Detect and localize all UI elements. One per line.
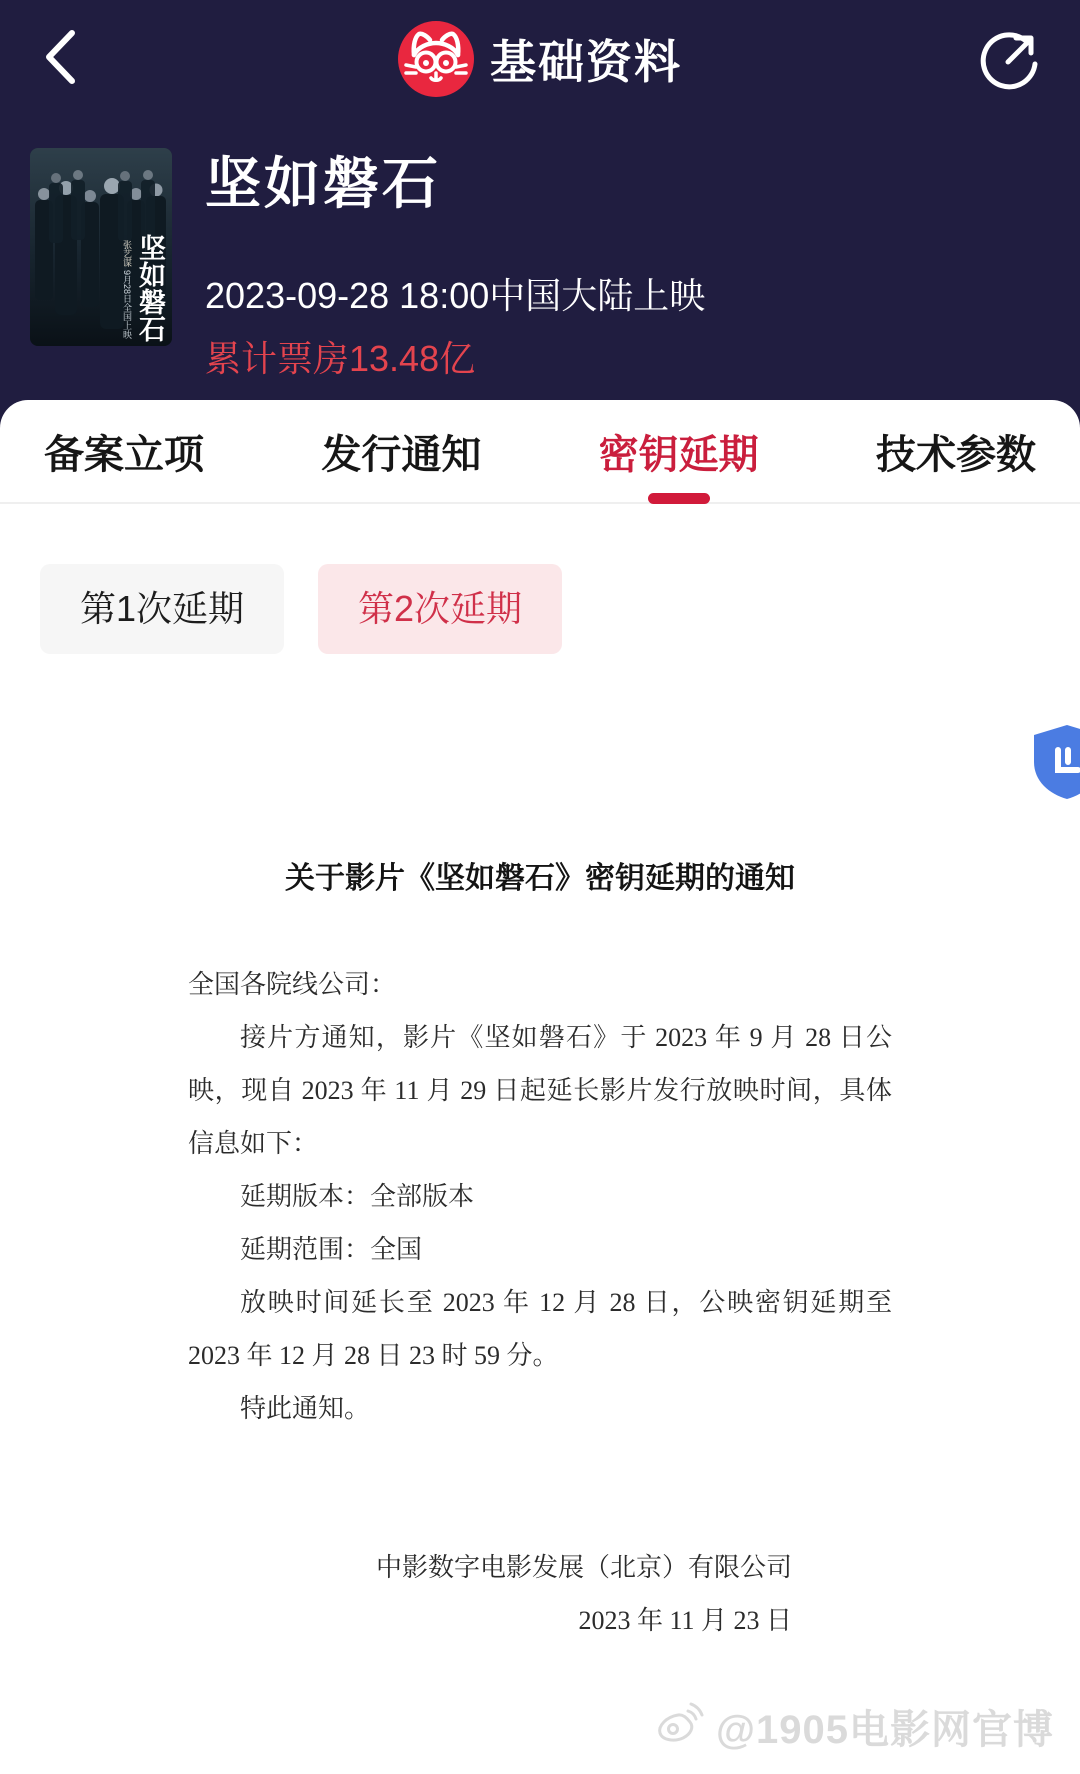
active-tab-indicator — [648, 493, 710, 504]
movie-info — [205, 140, 1060, 382]
extension-subtabs — [40, 564, 1080, 654]
notice-paragraph: 特此通知。 — [240, 1394, 371, 1423]
watermark — [656, 1698, 1054, 1755]
page-title: 基础资料 — [490, 36, 682, 88]
notice-signature: 中影数字电影发展（北京）有限公司 — [375, 1553, 792, 1582]
tab-bar — [0, 400, 1080, 504]
appbar-title-group — [398, 21, 682, 97]
movie-poster[interactable] — [30, 148, 172, 346]
notice-date: 2023 年 11 月 23 日 — [578, 1606, 792, 1635]
subtab-first-extension[interactable]: 第1次延期 — [40, 564, 284, 654]
app-bar — [0, 0, 1080, 118]
poster-calligraphy-text: 坚如磐石 — [135, 234, 165, 342]
share-button[interactable] — [974, 24, 1046, 96]
document-badge-icon — [1028, 722, 1080, 802]
notice-document — [188, 852, 892, 1647]
poster-release-text: 9月28日全国上映 — [122, 270, 132, 340]
notice-paragraph: 放映时间延长至 2023 年 12 月 28 日，公映密钥延期至 2023 年 12 月 28 日 23 时 59 分。 — [188, 1288, 892, 1370]
tab-technical-params[interactable]: 技术参数 — [875, 432, 1036, 477]
chevron-left-icon — [43, 28, 77, 91]
notice-paragraph: 接片方通知，影片《坚如磐石》于 2023 年 9 月 28 日公映，现自 2023 年 11 月 29 日起延长影片发行放映时间，具体信息如下： — [188, 1023, 892, 1158]
tab-distribution-notice[interactable]: 发行通知 — [321, 432, 482, 477]
watermark-text: @1905电影网官博 — [716, 1708, 1054, 1752]
notice-paragraph: 延期版本：全部版本 — [240, 1182, 475, 1211]
tab-key-extension[interactable]: 密钥延期 — [599, 400, 759, 502]
hero-section — [0, 0, 1080, 428]
movie-release-info: 2023-09-28 18:00中国大陆上映 — [205, 275, 706, 316]
movie-title: 坚如磐石 — [205, 152, 441, 215]
notice-paragraph: 延期范围：全国 — [240, 1235, 423, 1264]
back-button[interactable] — [30, 26, 90, 92]
notice-signature-block — [188, 1541, 892, 1647]
notice-title: 关于影片《坚如磐石》密钥延期的通知 — [285, 862, 795, 895]
weibo-icon — [656, 1701, 704, 1753]
tab-filing[interactable]: 备案立项 — [44, 432, 204, 477]
share-icon — [974, 83, 1046, 100]
movie-box-office: 累计票房13.48亿 — [205, 338, 476, 379]
notice-salutation: 全国各院线公司： — [188, 970, 397, 999]
maoyan-cat-logo-icon — [398, 21, 474, 97]
content-card — [0, 400, 1080, 1774]
subtab-second-extension[interactable]: 第2次延期 — [318, 564, 562, 654]
poster-credit-text: 张艺谋 — [122, 240, 132, 267]
